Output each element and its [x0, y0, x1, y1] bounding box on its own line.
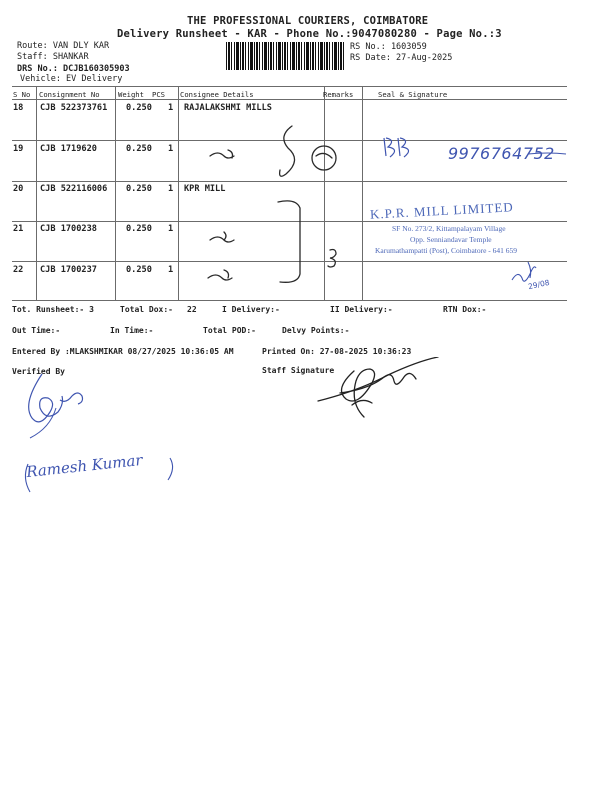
in-time-label: In Time:-: [110, 326, 154, 335]
company-title: THE PROFESSIONAL COURIERS, COIMBATORE: [187, 15, 429, 27]
runsheet-title: Delivery Runsheet - KAR - Phone No.:9047080280 - Page No.:3: [117, 28, 502, 40]
col-header-pcs: PCS: [152, 90, 165, 99]
phone-underline: [528, 150, 568, 160]
table-header-border: [12, 99, 567, 100]
row-sno: 22: [13, 265, 24, 275]
stamp-line3: Karumathampatti (Post), Coimbatore - 641 659: [375, 246, 518, 255]
staff-label: Staff: SHANKAR: [17, 52, 89, 62]
row-consignment: CJB 522373761: [40, 103, 108, 113]
row-weight: 0.250: [126, 265, 152, 275]
col-header-seal: Seal & Signature: [378, 90, 448, 99]
i-delivery-label: I Delivery:-: [222, 305, 280, 314]
tot-runsheet: Tot. Runsheet:- 3: [12, 305, 94, 314]
staff-signature: [312, 357, 442, 427]
row-weight: 0.250: [126, 184, 152, 194]
out-time-label: Out Time:-: [12, 326, 61, 335]
printed-on: Printed On: 27-08-2025 10:36:23: [262, 347, 412, 356]
row-pcs: 1: [168, 144, 174, 154]
column-divider: [36, 86, 37, 300]
row-consignee: KPR MILL: [184, 184, 226, 194]
vehicle-label: Vehicle: EV Delivery: [20, 74, 123, 84]
verified-by-label: Verified By: [12, 367, 65, 376]
row-pcs: 1: [168, 224, 174, 234]
row-consignee: RAJALAKSHMI MILLS: [184, 103, 272, 113]
handwritten-marks: [180, 110, 380, 300]
table-bottom-border: [12, 300, 567, 301]
ii-delivery-label: II Delivery:-: [330, 305, 393, 314]
row-consignment: CJB 522116006: [40, 184, 108, 194]
row-sno: 19: [13, 144, 24, 154]
rs-number: RS No.: 1603059: [350, 42, 427, 52]
stamp-company: K.P.R. MILL LIMITED: [369, 199, 515, 222]
row-pcs: 1: [168, 265, 174, 275]
initials-signature: [380, 134, 420, 164]
barcode: [226, 42, 346, 70]
stamp-line2: Opp. Senniandavar Temple: [410, 235, 492, 244]
row-pcs: 1: [168, 184, 174, 194]
row-sno: 20: [13, 184, 24, 194]
col-header-consignment: Consignment No: [39, 90, 100, 99]
row-sno: 21: [13, 224, 24, 234]
rtn-dox-label: RTN Dox:-: [443, 305, 487, 314]
row-consignment: CJB 1700237: [40, 265, 97, 275]
route-label: Route: VAN DLY KAR: [17, 41, 110, 51]
stamp-line1: SF No. 273/2, Kittampalayam Village: [392, 224, 506, 233]
row-sno: 18: [13, 103, 24, 113]
row-pcs: 1: [168, 103, 174, 113]
row-weight: 0.250: [126, 103, 152, 113]
delvy-points-label: Delvy Points:-: [282, 326, 350, 335]
col-header-weight: Weight: [118, 90, 144, 99]
rs-date: RS Date: 27-Aug-2025: [350, 53, 453, 63]
total-pod-label: Total POD:-: [203, 326, 256, 335]
stamp-signature: [508, 258, 558, 298]
col-header-sno: S No: [13, 90, 31, 99]
row-weight: 0.250: [126, 144, 152, 154]
row-consignment: CJB 1700238: [40, 224, 97, 234]
col-header-remarks: Remarks: [323, 90, 354, 99]
handwritten-date: 29/08: [527, 277, 551, 292]
row-consignment: CJB 1719620: [40, 144, 97, 154]
entered-by: Entered By :MLAKSHMIKAR 08/27/2025 10:36:05 AM: [12, 347, 234, 356]
total-dox-label: Total Dox:-: [120, 305, 173, 314]
staff-signature-label: Staff Signature: [262, 366, 335, 375]
col-header-consignee: Consignee Details: [180, 90, 254, 99]
drs-number: DRS No.: DCJB160305903: [17, 64, 130, 74]
total-dox-value: 22: [187, 305, 197, 314]
handwritten-name-brackets: [20, 456, 180, 496]
row-weight: 0.250: [126, 224, 152, 234]
handwritten-phone: 9976764752: [448, 144, 555, 163]
table-top-border: [12, 86, 567, 87]
column-divider: [115, 86, 116, 300]
initials-text: [380, 161, 381, 162]
column-divider: [178, 86, 179, 300]
handwritten-name: Ramesh Kumar: [25, 450, 144, 482]
verified-signature: [20, 370, 100, 445]
